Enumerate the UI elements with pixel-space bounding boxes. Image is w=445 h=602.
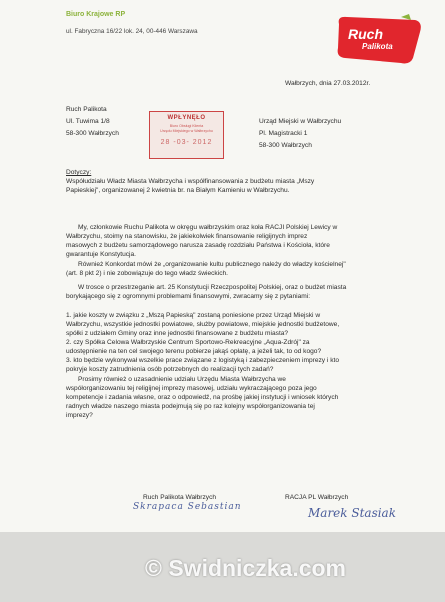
stamp-date: 28 -03- 2012: [160, 139, 213, 146]
questions-list: [66, 311, 411, 374]
logo-text-palikota: Palikota: [362, 42, 393, 51]
question-line: pokryje koszty zatrudnienia osób potrzebnych do realizacji tych zadań?: [66, 366, 274, 373]
paragraph-4: [66, 375, 411, 420]
subject-line-1: Współudziału Władz Miasta Wałbrzycha i współfinansowania z budżetu miasta „Mszy: [66, 178, 315, 185]
stamp-sub-1: Biuro Obsługi Klienta: [169, 124, 204, 128]
question-line: 1. jakie koszty w związku z „Mszą Papieską" zostaną poniesione przez Urząd Miejski w: [66, 312, 321, 319]
recipient-line-3: 58-300 Wałbrzych: [259, 142, 312, 149]
paragraph-1-line: gwarantuje Konstytucja.: [66, 251, 137, 258]
paragraph-1-line: masowych z budżetu samorządowego narusza zasadę rozdziału Państwa i Kościoła, które: [66, 242, 330, 249]
paragraph-4-line: Prosimy również o uzasadnienie udziału Urzędu Miasta Wałbrzycha we: [78, 376, 286, 383]
signature-left-handwritten: Skrapaca Sebastian: [133, 502, 242, 512]
brand-address: ul. Fabryczna 16/22 lok. 24, 00-446 Warszawa: [66, 28, 198, 35]
sender-line-1: Ruch Palikota: [66, 106, 107, 113]
question-line: udostępnienie na ten cel swojego terenu pobierze jakąś opłatę, a jeżeli tak, to od kogo?: [66, 348, 322, 355]
question-line: 2. czy Spółka Celowa Wałbrzyskie Centrum Sportowo-Rekreacyjne „Aqua-Zdrój" za: [66, 339, 310, 346]
paragraph-1-line: Wałbrzychu, stoimy na stanowisku, że jakiekolwiek finansowanie religijnych imprez: [66, 233, 308, 240]
paragraph-4-line: radnych władze naszego miasta podejmują się po raz kolejny współorganizowania tej: [66, 403, 315, 410]
recipient-line-2: Pl. Magistracki 1: [259, 130, 308, 137]
question-line: spółki z udziałem Gminy oraz inne jednostki finansowane z budżetu miasta?: [66, 330, 289, 337]
paragraph-1-line: My, członkowie Ruchu Palikota w okręgu wałbrzyskim oraz koła RACJI Polskiej Lewicy w: [78, 224, 338, 231]
paragraph-4-line: współorganizowaniu tej religijnej imprezy masowej, udziału wykraczającego poza jego: [66, 385, 317, 392]
watermark: © Swidniczka.com: [145, 555, 347, 581]
paragraph-3-line: borykającego się z ogromnymi problemami finansowymi, zwracamy się z pytaniami:: [66, 293, 311, 300]
question-line: Wałbrzychu, wszystkie jednostki powiatowe, służby powiatowe, miejskie jednostki budżetowe,: [66, 321, 340, 328]
brand-name: Biuro Krajowe RP: [66, 11, 126, 18]
paragraph-2-line: (art. 8 pkt 2) i nie zobowiązuje do tego władz świeckich.: [66, 270, 228, 277]
paragraph-4-line: imprezy?: [66, 412, 93, 419]
paragraph-2: [66, 260, 411, 278]
subject-line-2: Papieskiej", organizowanej 2 kwietnia br. na Białym Kamieniu w Wałbrzychu.: [66, 187, 290, 194]
received-stamp: [149, 111, 224, 159]
logo-text-ruch: Ruch: [348, 26, 383, 42]
paragraph-2-line: Również Konkordat mówi że „organizowanie kultu publicznego należy do władzy kościelnej": [78, 261, 346, 268]
recipient-line-1: Urząd Miejski w Wałbrzychu: [259, 118, 342, 125]
subject-label: Dotyczy:: [66, 169, 92, 176]
paragraph-3: [66, 283, 411, 301]
signature-right-label: RACJA PL Wałbrzych: [285, 494, 349, 501]
stamp-sub-2: Urzędu Miejskiego w Wałbrzychu: [160, 129, 213, 133]
question-line: 3. kto będzie wykonywał wszelkie prace związane z logistyką i zabezpieczeniem imprezy i kto: [66, 357, 340, 364]
sender-line-3: 58-300 Wałbrzych: [66, 130, 119, 137]
date-line: Wałbrzych, dnia 27.03.2012r.: [285, 80, 371, 87]
stamp-title: WPŁYNĘŁO: [167, 115, 206, 121]
sender-line-2: Ul. Tuwima 1/8: [66, 118, 110, 125]
signature-right-handwritten: Marek Stasiak: [308, 506, 396, 520]
paragraph-1: [66, 223, 411, 259]
signature-left-label: Ruch Palikota Wałbrzych: [143, 494, 217, 501]
paragraph-4-line: kompetencje i zadania własne, oraz o odpowiedź, na prośbę jakiej instytucji i wniosek których: [66, 394, 339, 401]
paragraph-3-line: W trosce o przestrzeganie art. 25 Konstytucji Rzeczpospolitej Polskiej, oraz o budżet miasta: [78, 284, 347, 291]
